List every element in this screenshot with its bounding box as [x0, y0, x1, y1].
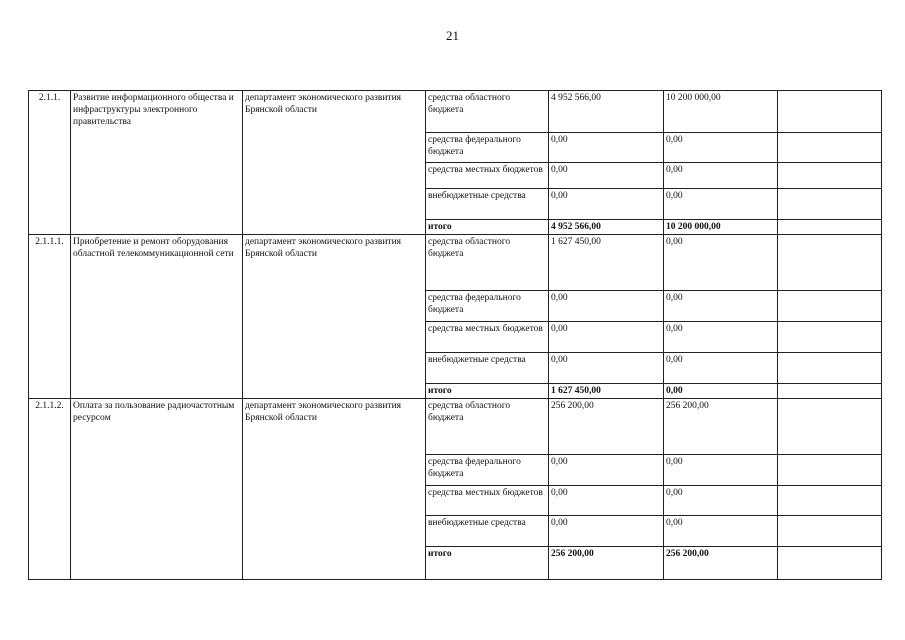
value-col-3 [778, 91, 882, 133]
item-number: 2.1.1.2. [29, 399, 71, 580]
item-name: Развитие информационного общества и инфраструктуры электронного правительства [71, 91, 243, 235]
value-col-3 [778, 235, 882, 291]
value-col-2: 0,00 [664, 322, 778, 353]
value-col-3 [778, 133, 882, 163]
funding-source: средства федерального бюджета [426, 455, 549, 486]
value-col-1: 256 200,00 [549, 547, 664, 580]
value-col-3 [778, 384, 882, 399]
value-col-1: 0,00 [549, 189, 664, 220]
executor: департамент экономического развития Брянской области [243, 399, 426, 580]
page-number: 21 [446, 28, 459, 43]
value-col-2: 10 200 000,00 [664, 220, 778, 235]
funding-source: средства местных бюджетов [426, 322, 549, 353]
executor: департамент экономического развития Брянской области [243, 235, 426, 399]
value-col-2: 0,00 [664, 516, 778, 547]
budget-table [28, 90, 882, 580]
item-name: Приобретение и ремонт оборудования областной телекоммуникационной сети [71, 235, 243, 399]
funding-source: средства областного бюджета [426, 399, 549, 455]
value-col-1: 0,00 [549, 353, 664, 384]
value-col-3 [778, 516, 882, 547]
value-col-2: 0,00 [664, 235, 778, 291]
funding-source: итого [426, 220, 549, 235]
funding-source: средства местных бюджетов [426, 486, 549, 516]
value-col-2: 256 200,00 [664, 547, 778, 580]
funding-source: средства областного бюджета [426, 91, 549, 133]
value-col-1: 1 627 450,00 [549, 235, 664, 291]
value-col-3 [778, 291, 882, 322]
value-col-1: 0,00 [549, 516, 664, 547]
funding-row [29, 91, 882, 133]
funding-row [29, 235, 882, 291]
value-col-3 [778, 547, 882, 580]
item-name: Оплата за пользование радиочастотным ресурсом [71, 399, 243, 580]
value-col-1: 0,00 [549, 133, 664, 163]
value-col-1: 0,00 [549, 486, 664, 516]
value-col-3 [778, 220, 882, 235]
value-col-2: 0,00 [664, 163, 778, 189]
item-number: 2.1.1.1. [29, 235, 71, 399]
value-col-2: 10 200 000,00 [664, 91, 778, 133]
value-col-1: 1 627 450,00 [549, 384, 664, 399]
value-col-1: 4 952 566,00 [549, 91, 664, 133]
funding-source: средства областного бюджета [426, 235, 549, 291]
value-col-2: 0,00 [664, 486, 778, 516]
value-col-2: 256 200,00 [664, 399, 778, 455]
value-col-2: 0,00 [664, 189, 778, 220]
executor: департамент экономического развития Брянской области [243, 91, 426, 235]
funding-source: средства местных бюджетов [426, 163, 549, 189]
value-col-1: 256 200,00 [549, 399, 664, 455]
funding-source: итого [426, 547, 549, 580]
value-col-3 [778, 189, 882, 220]
item-number: 2.1.1. [29, 91, 71, 235]
value-col-1: 4 952 566,00 [549, 220, 664, 235]
funding-source: средства федерального бюджета [426, 291, 549, 322]
value-col-2: 0,00 [664, 353, 778, 384]
value-col-1: 0,00 [549, 163, 664, 189]
value-col-3 [778, 163, 882, 189]
value-col-2: 0,00 [664, 133, 778, 163]
value-col-3 [778, 455, 882, 486]
value-col-1: 0,00 [549, 291, 664, 322]
value-col-3 [778, 486, 882, 516]
value-col-1: 0,00 [549, 322, 664, 353]
value-col-2: 0,00 [664, 384, 778, 399]
funding-row [29, 399, 882, 455]
funding-source: итого [426, 384, 549, 399]
value-col-1: 0,00 [549, 455, 664, 486]
value-col-2: 0,00 [664, 291, 778, 322]
value-col-3 [778, 399, 882, 455]
funding-source: внебюджетные средства [426, 353, 549, 384]
funding-source: внебюджетные средства [426, 516, 549, 547]
value-col-3 [778, 322, 882, 353]
value-col-2: 0,00 [664, 455, 778, 486]
funding-source: внебюджетные средства [426, 189, 549, 220]
value-col-3 [778, 353, 882, 384]
funding-source: средства федерального бюджета [426, 133, 549, 163]
